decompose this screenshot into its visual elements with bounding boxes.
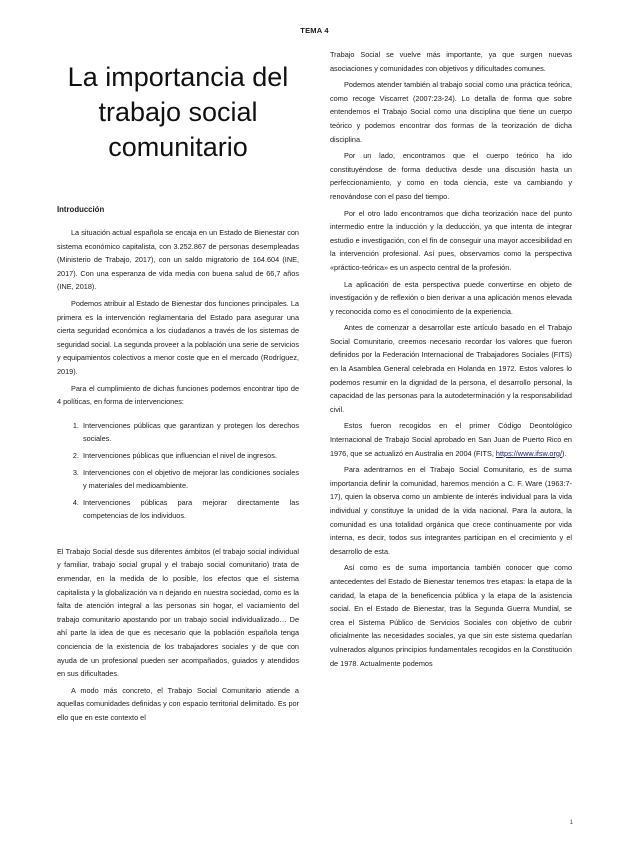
right-column [330,48,572,673]
paragraph: Trabajo Social se vuelve más importante, ya que surgen nuevas asociaciones y comunidades con objetivos y dificultades comunes. [330,50,572,73]
paragraph: Antes de comenzar a desarrollar este artículo basado en el Trabajo Social Comunitario, creemos necesario recordar los valores que fueron definidos por la Federación Internacional de Trabajadores Sociales (FITS) en la Asamblea General celebrada en Holanda en 1972. Estos valores lo podemos resumir en la dignidad de la persona, el desarrollo personal, la capacidad de las personas para la autodeterminación y la responsabilidad civil. [330,323,572,414]
list-item: 3. Intervenciones con el objetivo de mejorar las condiciones sociales y materiales del medioambiente. [81,466,299,493]
paragraph: Podemos atender también al trabajo social como una práctica teórica, como recoge Viscarret (2007:23-24). Lo detalla de forma que sobre entendemos el Trabajo Social como una disciplina que tiene un cuerpo teórico y podemos encontrar dos formas de la teorización de dicha disciplina. [330,80,572,144]
paragraph: Podemos atribuir al Estado de Bienestar dos funciones principales. La primera es la intervención reglamentaria del Estado para asegurar una cierta seguridad económica a los ciudadanos a través de los sistemas de seguridad social. La segunda proveer a la población una serie de servicios y equipamientos colectivos a menor coste que en el mercado (Rodríguez, 2019). [57,298,299,376]
paragraph-text: Estos fueron recogidos en el primer Código Deontológico Internacional de Trabajo Social aprobado en San Juan de Puerto Rico en 1976, que se actualizó en Australia en 2004 (FITS, [330,421,572,458]
paragraph: La situación actual española se encaja en un Estado de Bienestar con sistema económico capitalista, con 3.252.867 de personas desempleadas (Ministerio de Trabajo, 2017), con un saldo migratorio de 164.604 (INE, 2017). Con una esperanza de vida media con buena salud de 66,7 años (INE, 2018). [57,228,299,292]
paragraph: Para adentrarnos en el Trabajo Social Comunitario, es de suma importancia definir la comunidad, haremos mención a C. F. Ware (1963:7-17), quien la observa como un ambiente de interés individual para la vida individual y constituye la unidad de la vida nacional. Para la autora, la comunidad es una totalidad orgánica que crece continuamente por vida interna, es decir, todos sus integrantes participan en el crecimiento y el desarrollo de esta. [330,465,572,556]
list-item: 2. Intervenciones públicas que influencian el nivel de ingresos. [81,449,299,463]
list-item: 4. Intervenciones públicas para mejorar directamente las competencias de los individuos. [81,496,299,523]
left-column [57,48,299,728]
page-header: TEMA 4 [300,26,329,35]
paragraph: A modo más concreto, el Trabajo Social Comunitario atiende a aquellas comunidades definidas y con espacio territorial delimitado. Es por ello que en este contexto el [57,685,299,722]
page-number: 1 [569,820,573,826]
paragraph-with-link [330,419,572,460]
paragraph-text: ). [562,448,567,458]
paragraph: Así como es de suma importancia también conocer que como antecedentes del Estado de Bienestar tenemos tres etapas: la etapa de la caridad, la etapa de la beneficencia pública y la etapa de la asistencia social. En el Estado de Bienestar, tras la Segunda Guerra Mundial, se crea el Sistema Público de Servicios Sociales con objetivo de cubrir oficialmente las necesidades sociales, ya que sin este sistema quedarían vulnerados algunos principios fundamentales recogidos en la Constitución de 1978. Actualmente podemos [330,563,572,668]
ifsw-link[interactable]: https://www.ifsw.org/ [495,448,563,458]
paragraph: La aplicación de esta perspectiva puede convertirse en objeto de investigación y de reflexión o bien derivar a una aplicación menos elevada y reconocida como es el conocimiento de la experiencia. [330,279,572,316]
interventions-list [57,419,299,523]
section-heading: Introducción [57,205,105,214]
paragraph: Por un lado, encontramos que el cuerpo teórico ha ido constituyéndose de forma deductiva desde una discusión hasta un perfeccionamiento, y como en toda ciencia, este va cambiando y renovándose con el paso del tiempo. [330,151,572,201]
list-item: 1. Intervenciones públicas que garantizan y protegen los derechos sociales. [81,419,299,446]
paragraph: Para el cumplimiento de dichas funciones podemos encontrar tipo de 4 políticas, en forma de intervenciones: [57,383,299,407]
paragraph: Por el otro lado encontramos que dicha teorización nace del punto intermedio entre la inducción y la deducción, ya que intenta de integrar estudio e investigación, con el fin de conseguir una mayor accesibilidad en la intervención profesional. Así pues, observamos como la perspectiva «práctico-teórica» es un aspecto central de la profesión. [330,208,572,272]
paragraph: El Trabajo Social desde sus diferentes ámbitos (el trabajo social individual y familiar, trabajo social grupal y el trabajo social comunitario) trata de enmendar, en la medida de lo posible, los efectos que el sistema capitalista y la globalización va n dejando en nuestra sociedad, como es la falta de atención integral a las personas sin hogar, el vaciamiento del trabajo comunitario apostando por un trabajo social individualizado… De ahí parte la idea de que es necesario que la población española tenga conciencia de la existencia de los trabajadores sociales y de que con ayuda de un profesional pueden ser acompañados, guiados y atendidos en sus dificultades. [57,546,299,679]
document-title: La importancia del trabajo social comunitario [67,62,289,162]
